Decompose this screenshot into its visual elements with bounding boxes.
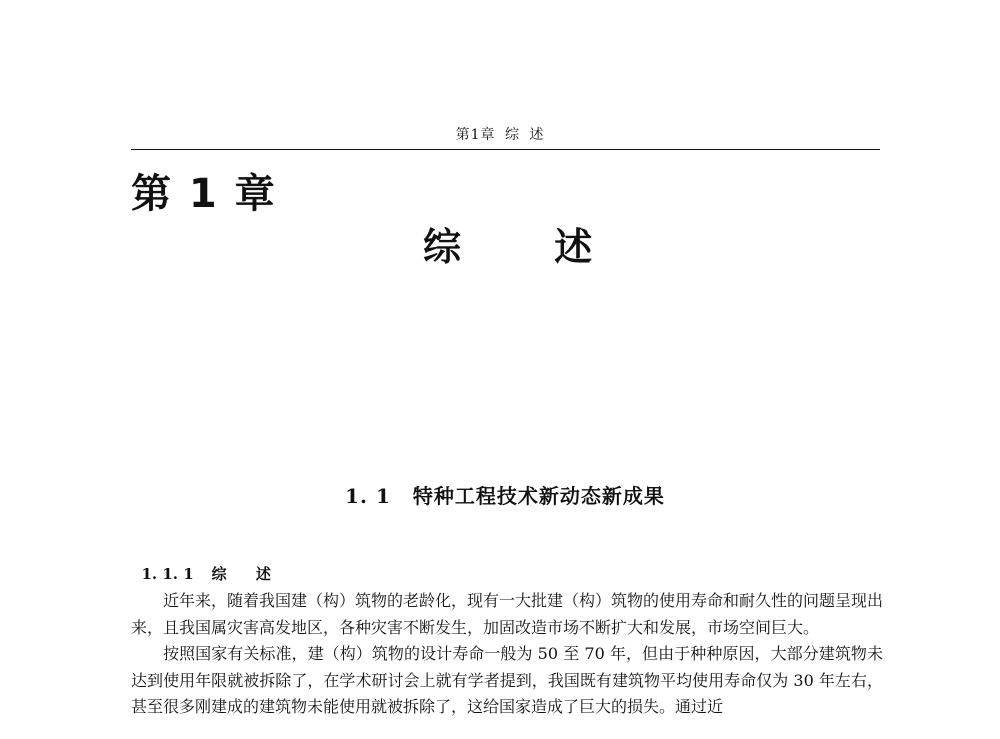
header-rule xyxy=(131,149,880,150)
subsection-heading xyxy=(131,545,271,584)
running-header: 第1章 综 述 xyxy=(455,127,545,143)
chapter-label: 第 1 章 xyxy=(131,171,277,217)
subsection-title: 综 述 xyxy=(211,565,271,583)
subsection-number: 1. 1. 1 xyxy=(141,565,194,583)
paragraph: 按照国家有关标准，建（构）筑物的设计寿命一般为 50 至 70 年，但由于种种原因，大部分建筑物未达到使用年限就被拆除了，在学术研讨会上就有学者提到，我国既有建筑物平均使用寿命仅为 30 年左右，甚至很多刚建成的建筑物未能使用就被拆除了，这给国家造成了巨大的损失。通过近 xyxy=(131,644,883,716)
section-title: 特种工程技术新动态新成果 xyxy=(412,484,665,508)
paragraph: 近年来，随着我国建（构）筑物的老龄化，现有一大批建（构）筑物的使用寿命和耐久性的问题呈现出来，且我国属灾害高发地区，各种灾害不断发生，加固改造市场不断扩大和发展，市场空间巨大。 xyxy=(131,591,884,637)
section-heading xyxy=(0,480,1000,509)
section-number: 1. 1 xyxy=(345,484,391,508)
chapter-title: 综 述 xyxy=(423,225,593,269)
body-text xyxy=(131,588,883,721)
